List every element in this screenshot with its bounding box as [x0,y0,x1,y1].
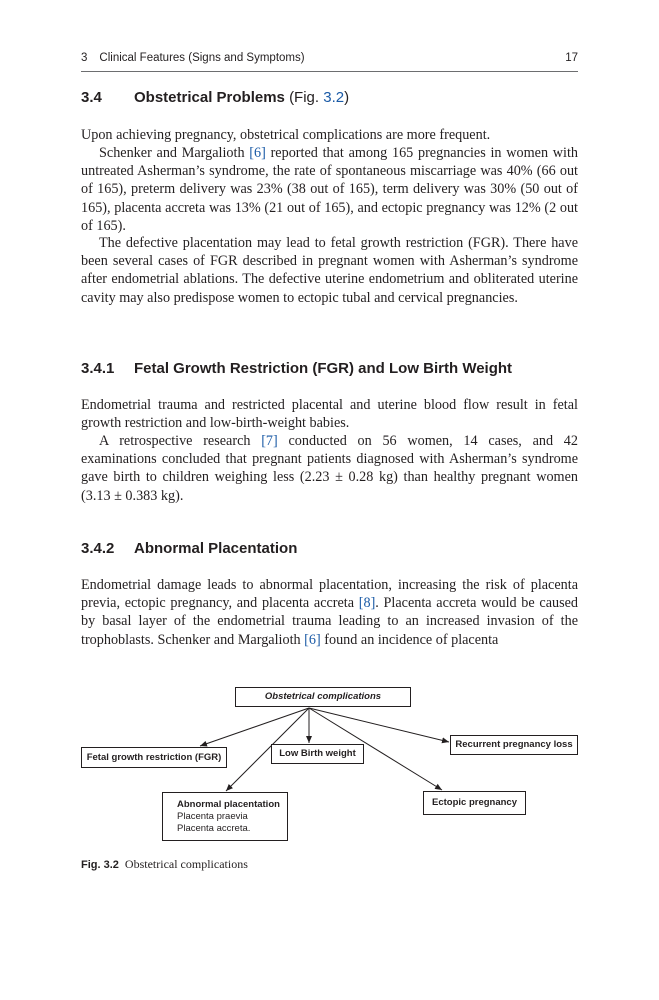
diagram-node-low-birth-weight: Low Birth weight [271,744,364,764]
figure-link[interactable]: 3.2 [323,89,345,106]
section-heading-3-4-2 [81,540,297,557]
page-number: 17 [565,52,578,64]
section-title: Abnormal Placentation [134,540,298,557]
diagram-node-abnormal-placentation [162,792,288,841]
citation-link[interactable]: [8] [358,595,376,612]
section-heading-3-4 [81,89,349,106]
section-number: 3.4 [81,89,102,106]
paragraph: Schenker and Margalioth [6] reported that among 165 pregnancies in women with untreated Asherman’s syndrome, the rate of spontaneous miscarriage was 40% (66 out of 165), preterm delivery was 23% (38 out of 165), term delivery was 30% (50 out of 165), placenta accreta was 13% (21 out of 165), and ectopic pregnancy was 12% (2 out of 165). [81,145,578,234]
arrow-to-rpl [309,708,449,742]
diagram-node-ectopic: Ectopic pregnancy [423,791,526,815]
figure-caption [81,857,248,872]
figure-diagram [0,680,659,860]
section-title: Obstetrical Problems [134,89,285,106]
figure-reference: (Fig. 3.2) [289,89,350,106]
chapter-title: Clinical Features (Signs and Symptoms) [99,52,305,64]
arrow-to-fgr [200,708,309,746]
node-item: Placenta praevia [177,811,248,822]
paragraph: Upon achieving pregnancy, obstetrical complications are more frequent. [81,127,491,143]
diagram-node-recurrent-loss: Recurrent pregnancy loss [450,735,578,755]
chapter-number: 3 [81,52,88,64]
diagram-node-root: Obstetrical complications [235,687,411,707]
section-number: 3.4.2 [81,540,115,557]
chapter-info [81,52,305,64]
paragraph: Endometrial trauma and restricted placental and uterine blood flow result in fetal growth restriction and low-birth-weight babies. [81,397,578,432]
citation-link[interactable]: [7] [261,433,278,449]
diagram-arrows [0,680,659,860]
header-rule [81,71,578,72]
section-heading-3-4-1 [81,360,512,377]
section-title: Fetal Growth Restriction (FGR) and Low Birth Weight [134,360,513,377]
caption-label: Fig. 3.2 [81,859,119,871]
diagram-node-fgr: Fetal growth restriction (FGR) [81,747,227,768]
section-number: 3.4.1 [81,360,115,377]
paragraph: The defective placentation may lead to fetal growth restriction (FGR). There have been several cases of FGR described in pregnant women with Asherman’s syndrome after endometrial ablations. The defective uterine endometrium and obliterated uterine cavity may also predispose women to ectopic tubal and cervical pregnancies. [81,235,578,306]
running-header [81,52,578,70]
paragraph: A retrospective research [7] conducted on 56 women, 14 cases, and 42 examinations concluded that pregnant patients diagnosed with Asherman’s syndrome gave birth to children weighing less (2.23 ± 0.28 kg) than healthy pregnant women (3.13 ± 0.383 kg). [81,433,578,504]
caption-text: Obstetrical complications [124,857,248,871]
citation-link[interactable]: [6] [304,631,321,648]
node-title: Abnormal placentation [177,799,280,810]
citation-link[interactable]: [6] [249,145,266,161]
node-item: Placenta accreta. [177,823,251,834]
paragraph: Endometrial damage leads to abnormal placentation, increasing the risk of placenta previa, ectopic pregnancy, and placenta accreta [8]. Placenta accreta would be caused by basal layer of the endometrial trauma leading to an increased invasion of the trophoblasts. Schenker and Margalioth [6] found an incidence of placenta [81,577,578,648]
